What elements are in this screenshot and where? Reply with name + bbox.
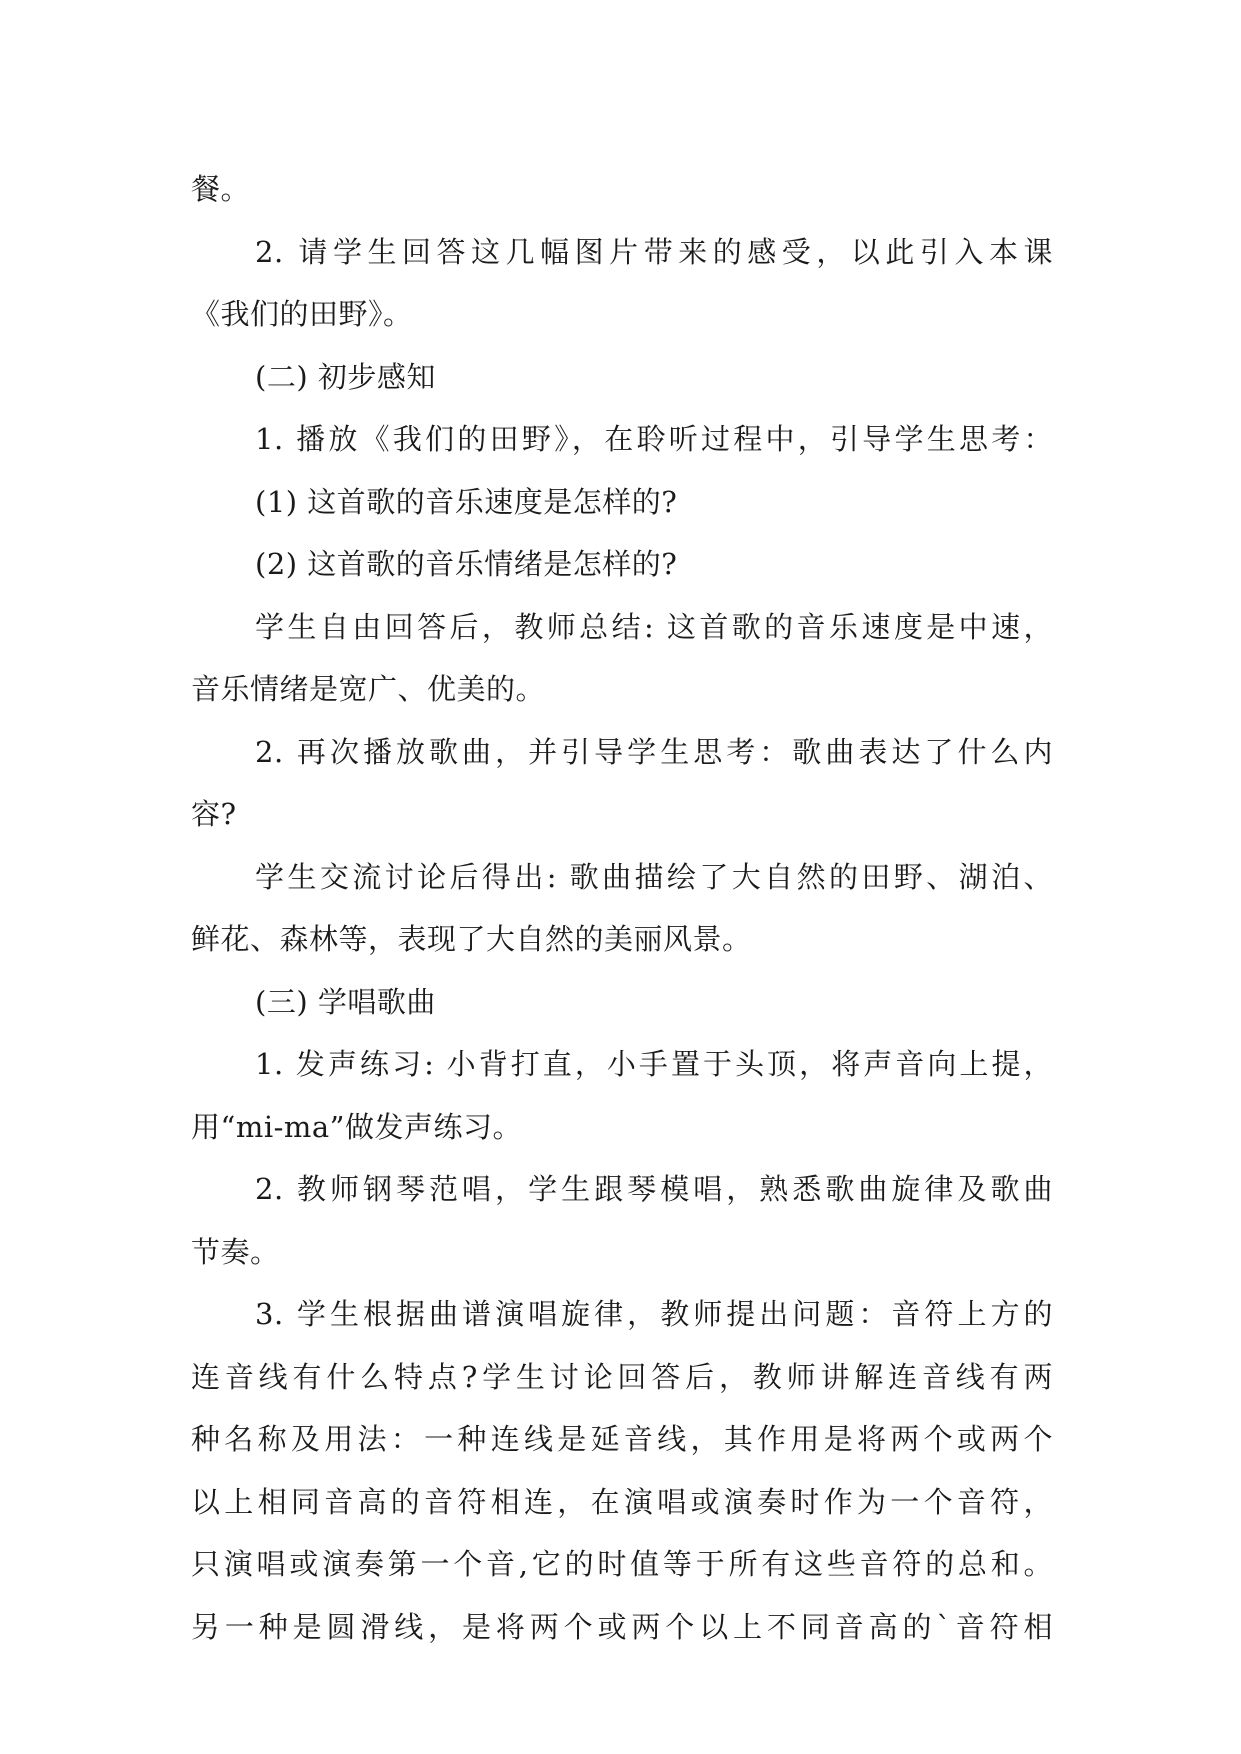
paragraph-line: (2) 这首歌的音乐情绪是怎样的? — [255, 547, 678, 581]
paragraph-line: 容? — [191, 797, 237, 831]
paragraph-line: 餐。 — [191, 172, 251, 206]
paragraph-line: 学生自由回答后，教师总结: 这首歌的音乐速度是中速， — [255, 609, 1053, 644]
paragraph-line: 1. 发声练习: 小背打直，小手置于头顶，将声音向上提， — [255, 1047, 1053, 1081]
document-body — [191, 158, 1053, 1658]
paragraph-line: 种名称及用法：一种连线是延音线，其作用是将两个或两个 — [191, 1422, 1053, 1456]
paragraph-line: 鲜花、森林等，表现了大自然的美丽风景。 — [191, 922, 752, 956]
paragraph-line: 另一种是圆滑线，是将两个或两个以上不同音高的`音符相 — [191, 1609, 1053, 1644]
paragraph-line: 3. 学生根据曲谱演唱旋律，教师提出问题：音符上方的 — [255, 1297, 1053, 1331]
paragraph-line: 2. 再次播放歌曲，并引导学生思考：歌曲表达了什么内 — [255, 734, 1053, 769]
paragraph-line: (1) 这首歌的音乐速度是怎样的? — [255, 484, 678, 519]
section-heading: (三) 学唱歌曲 — [255, 984, 436, 1019]
paragraph-line: 1. 播放《我们的田野》，在聆听过程中，引导学生思考： — [255, 422, 1053, 456]
paragraph-line: 《我们的田野》。 — [191, 297, 413, 331]
paragraph-line: 音乐情绪是宽广、优美的。 — [191, 672, 546, 706]
section-heading: (二) 初步感知 — [255, 359, 436, 394]
paragraph-line: 节奏。 — [191, 1234, 280, 1269]
paragraph-line: 2. 教师钢琴范唱，学生跟琴模唱，熟悉歌曲旋律及歌曲 — [255, 1172, 1053, 1206]
paragraph-line: 连音线有什么特点?学生讨论回答后，教师讲解连音线有两 — [191, 1359, 1053, 1394]
paragraph-line: 2. 请学生回答这几幅图片带来的感受，以此引入本课 — [255, 234, 1053, 269]
paragraph-line: 以上相同音高的音符相连，在演唱或演奏时作为一个音符， — [191, 1484, 1053, 1519]
paragraph-line: 用“mi-ma”做发声练习。 — [191, 1109, 523, 1144]
paragraph-line: 学生交流讨论后得出: 歌曲描绘了大自然的田野、湖泊、 — [255, 859, 1053, 894]
paragraph-line: 只演唱或演奏第一个音,它的时值等于所有这些音符的总和。 — [191, 1547, 1053, 1581]
